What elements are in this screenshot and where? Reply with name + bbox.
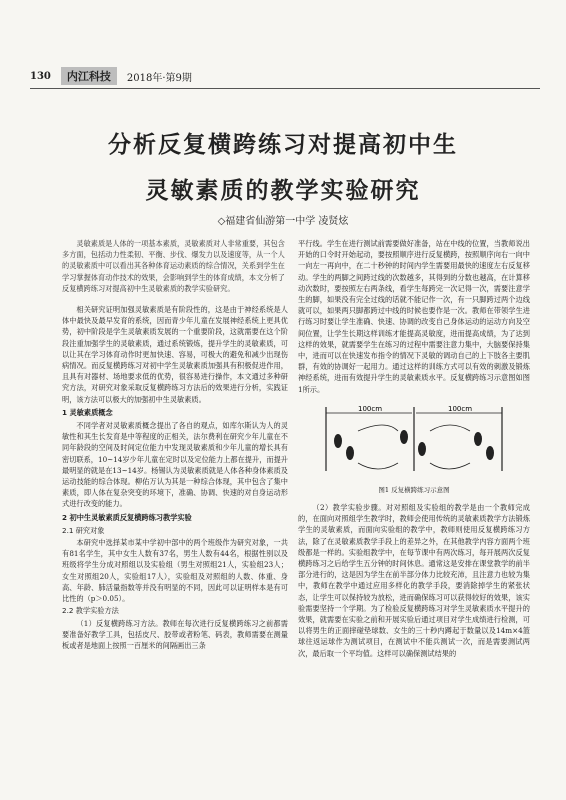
right-column xyxy=(298,238,530,659)
section2-2-heading: 2.2 教学实验方法 xyxy=(62,606,119,616)
abstract: 灵敏素质是人体的一项基本素质，灵敏素质对人非常重要，其包含多方面，包括动力性柔韧、平衡、步伐、爆发力以及速度等，从一个人的灵敏素质中可以看出其各种体育运动素质的综合情况，关系到学生在学习掌握体育动作技术的效果，会影响到学生的体育成绩，本文分析了反复横跨练习对提高初中生灵敏素质的教学实验研究。 xyxy=(62,239,285,293)
header-rule xyxy=(30,88,540,89)
article-title-line1: 分析反复横跨练习对提高初中生 xyxy=(108,131,458,158)
section2-1-heading: 2.1 研究对象 xyxy=(62,525,105,535)
dim-label-right: 100cm xyxy=(448,404,473,413)
figure-caption: 图1 反复横跨练习示意图 xyxy=(378,485,450,494)
journal-logo: 内江科技 xyxy=(61,67,117,85)
left-column xyxy=(62,238,288,651)
intro-paragraph: 相关研究证明加强灵敏素质是有阶段性的，这是由于神经系统是人体中最快及最早发育的系统，因而青少年儿童在发展神经系统上更具优势，初中阶段是学生灵敏素质发展的一个重要阶段，这就需要在这个阶段注重加强学生的灵敏素质，通过系统锻炼，提升学生的灵敏素质，可以让其在学习体育动作时更加快速、容易，可极大的避免和减少出现伤病情况。而反复横跨练习对初中学生灵敏素质加强具有积极促进作用，且具有对器材、场地要求低的优势，很容易进行操作，本文通过多种研究方法，对研究对象采取反复横跨练习方法后的效果进行分析，实践证明，该方法可以极大的加强初中生灵敏素质。 xyxy=(62,305,288,404)
article-title-line2: 灵敏素质的教学实验研究 xyxy=(145,177,421,204)
author-line: ◇福建省仙游第一中学 凌贤炫 xyxy=(217,216,349,227)
arrow-center-to-left xyxy=(358,463,398,469)
page-number: 130 xyxy=(30,70,51,82)
section2-1-paragraph: 本研究中选择某市某中学初中部中的两个班级作为研究对象，一共有81名学生，其中女生人数有37名，男生人数有44名，根据性别以及班级将学生分成对照组以及实验组（男生对照组21人，实验组23人；女生对照组20人，实验组17人），实验组及对照组的人数、体重、身高、年龄、肺活量指数等并没有明显的不同，因此可以证明样本是有可比性的（p＞0.05）。 xyxy=(62,538,288,604)
figure-1 xyxy=(298,401,530,496)
arrow-right-to-center xyxy=(430,463,470,469)
arrow-left-to-center xyxy=(358,425,398,431)
issue-label: 2018年·第9期 xyxy=(126,72,192,84)
steps-paragraph: （2）教学实验步骤。对对照组及实验组的教学是由一个教师完成的，在面向对照组学生教学时，教师会使用传统的灵敏素质教学方法锻炼学生的灵敏素质，而面向实验组的教学中，教师则使用反复横跨练习方法，除了在灵敏素质教学手段上的差异之外，在其他教学内容方面两个班级都是一样的。实验组教学中，在每节课中有两次练习，每开展两次反复横跨练习之后给学生五分钟的时间休息。通常这是安排在课堂教学的前半部分进行的，这是因为学生在前半部分体力比较充沛，且注意力也较为集中，教师在教学中通过应用多样化的教学手段，要消除掉学生的紧张状态，让学生可以保持较为放松，进而确保练习可以获得较好的效果，该实验需要坚持一个学期。为了检验反复横跨练习对学生灵敏素质水平提升的效果，就需要在实验之前和开展实验后通过项目对学生成绩进行检测，可以将男生的正面摔碰垫球数、女生的三十秒内蹲起于数量以及14m×4篮球往返运球作为测试项目，在测试中不能兵测试一次，而是需要测试两次，最后取一个平均值。这样可以确保测试结果的 xyxy=(298,503,530,658)
section1-heading: 1 灵敏素质概念 xyxy=(62,407,113,417)
page-header xyxy=(30,66,540,86)
side-step-diagram xyxy=(298,401,530,483)
section2-2-paragraph: （1）反复横跨练习方法。教师在每次进行反复横跨练习之前都需要准备好教学工具，包括皮尺、胶带或者粉笔、码表，教师需要在测量板或者是地面上按照一百厘米的间隔画出三条 xyxy=(62,618,288,650)
section1-paragraph: 不同学者对灵敏素质概念提出了各自的观点，如库尔斯认为人的灵敏性和其生长发育是中等程度的正相关，法尔费利在研究少年儿童在不同年龄段的空间及时间定位能力中发现灵敏素质和少年儿童的增长具有密切联系，10~14岁少年儿童在定时以及定位能力上都在提升，而提升最明显的就是在13~14岁。杨锡认为灵敏素质就是人体各种身体素质及运动技能的综合体现。柳佑万认为其是一种综合体现，其中包含了集中素质，即人体在复杂突变的环境下，准确、协调、快速的对自身运动形式进行改变的能力。 xyxy=(62,421,288,509)
section2-heading: 2 初中生灵敏素质反复横跨练习教学实验 xyxy=(62,512,192,522)
arrow-center-to-right xyxy=(430,425,470,431)
method-paragraph: 平行线。学生在进行测试前需要做好准备，站在中线的位置，当教师说出开始的口令时开始起动，要按照顺序进行反复横跨，按照顺序向右一向中一向左一再向中，在二十秒钟的时间内学生需要用最快的速度左右反复移动。学生的两脚之间跨过线的次数越多，其得到的分数也越高，在计算移动次数时，要按照左右两条线，看学生每跨完一次记得一次，需要注意学生的脚，如果没有完全过线的话就不能记作一次，有一只脚跨过两个边线就可以，如果两只脚都跨过中线的时候也要作是一次。教师在带领学生进行练习时要让学生准确、快速、协调的改变自己身体运动的运动方向及空间位置，让学生长期这样训练才能提高灵敏度，进而提高成绩，为了达到这样的效果，就需要学生在练习的过程中需要注意力集中，大脑要保持集中，进而可以在快速发布指令的情况下灵敏的调动自己的上下肢各主要肌群，有效的协调好一起用力。通过这样的训练方式可以有效的刺激及锻炼神经系统，进而有效提升学生的灵敏素质水平。反复横跨练习示意图如图1所示。 xyxy=(298,239,530,394)
dim-label-left: 100cm xyxy=(358,404,383,413)
